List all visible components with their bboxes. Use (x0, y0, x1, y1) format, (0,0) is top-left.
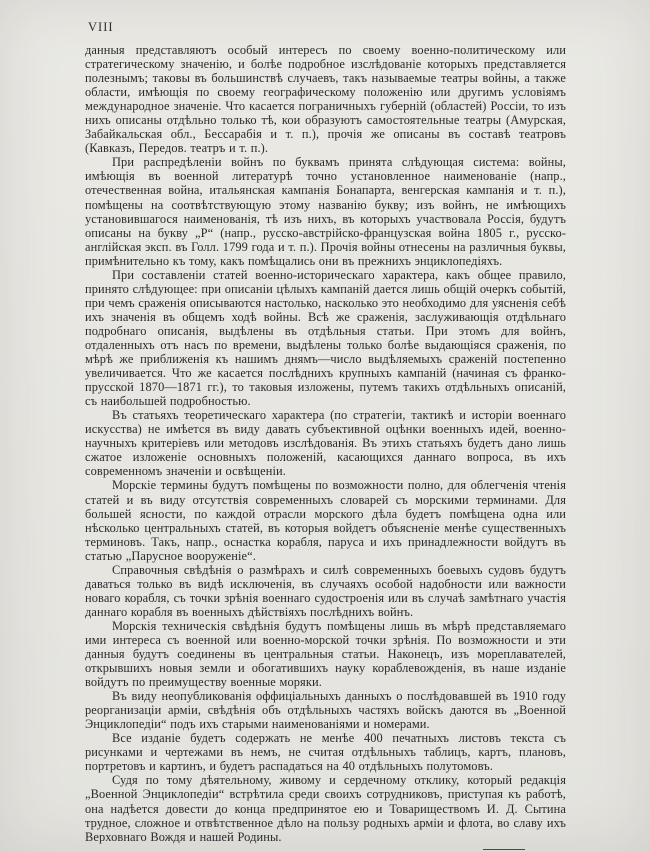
paragraph: При распредѣленіи войнъ по буквамъ принята слѣдующая система: войны, имѣющія въ военной литературѣ точно установленное наименованіе (напр., отечественная война, итальянская кампанія Бонапарта, венгерская кампанія и т. п.), помѣщены на соотвѣтствующую этому названію букву; изъ войнъ, не имѣющихъ установившагося наименованія, тѣ изъ нихъ, въ которыхъ участвовала Россія, будутъ описаны на букву „Р“ (напр., русско-австрійско-французская война 1805 г., русско-англійская эксп. въ Голл. 1799 года и т. п.). Прочія войны отнесены на различныя буквы, примѣнительно къ тому, какъ помѣщались они въ прежнихъ энциклопедіяхъ. (85, 155, 566, 268)
page-text-block (85, 43, 566, 850)
paragraph: данныя представляютъ особый интересъ по своему военно-политическому или стратегическому значенію, и болѣе подробное изслѣдованіе которыхъ представляется полезнымъ; таковы въ большинствѣ случаевъ, такъ называемые театры войны, а также области, имѣющія по своему географическому положенію или другимъ условіямъ международное значеніе. Что касается пограничныхъ губерній (областей) Россіи, то изъ нихъ описаны отдѣльно только тѣ, кои образуютъ самостоятельные театры (Амурская, Забайкальская обл., Бессарабія и т. п.), прочія же описаны въ составѣ театровъ (Кавказъ, Передов. театръ и т. п.). (85, 43, 566, 156)
paragraph: Въ статьяхъ теоретическаго характера (по стратегіи, тактикѣ и исторіи военнаго искусства) не имѣется въ виду давать субъективной оцѣнки военныхъ идей, военно-научныхъ критеріевъ или методовъ изслѣдованія. Въ этихъ статьяхъ будетъ дано лишь сжатое изложеніе основныхъ положеній, касающихся даннаго вопроса, въ ихъ современномъ значеніи и освѣщеніи. (85, 408, 566, 479)
paragraph: Морскіе термины будутъ помѣщены по возможности полно, для облегченія чтенія статей и въ виду отсутствія современныхъ словарей съ морскими терминами. Для большей ясности, по каждой отрасли морского дѣла будетъ помѣщена одна или нѣсколько центральныхъ статей, въ которыя войдетъ объясненіе менѣе существенныхъ терминовъ. Такъ, напр., оснастка корабля, паруса и ихъ принадлежности войдутъ въ статью „Парусное вооруженіе“. (85, 478, 566, 563)
paragraph: Въ виду неопубликованія оффиціальныхъ данныхъ о послѣдовавшей въ 1910 году реорганизаціи арміи, свѣдѣнія объ отдѣльныхъ частяхъ войскъ даются въ „Военной Энциклопедіи“ подъ ихъ старыми наименованіями и номерами. (85, 689, 566, 732)
paragraph: При составленіи статей военно-историческаго характера, какъ общее правило, принято слѣдующее: при описаніи цѣлыхъ кампаній дается лишь общій очеркъ событій, при чемъ сраженія описываются настолько, насколько это необходимо для уясненія себѣ ихъ значенія въ общемъ ходѣ войны. Всѣ же сраженія, заслуживающія отдѣльнаго подробнаго описанія, выдѣлены въ отдѣльныя статьи. При этомъ для войнъ, отдаленныхъ отъ насъ по времени, выдѣлены только болѣе выдающіяся сраженія, по мѣрѣ же приближенія къ нашимъ днямъ—число выдѣляемыхъ сраженій постепенно увеличивается. Что же касается послѣднихъ крупныхъ кампаній (начиная съ франко-прусской 1870—1871 гг.), то таковыя изложены, путемъ такихъ отдѣльныхъ описаній, съ наибольшей подробностью. (85, 267, 566, 409)
paragraph: Справочныя свѣдѣнія о размѣрахъ и силѣ современныхъ боевыхъ судовъ будутъ даваться только въ видѣ исключенія, въ случаяхъ особой надобности или важности новаго корабля, съ точки зрѣнія военнаго судостроенія или въ случаѣ замѣтнаго участія даннаго корабля въ военныхъ дѣйствіяхъ послѣднихъ войнъ. (85, 562, 566, 619)
paragraph: Морскія техническія свѣдѣнія будутъ помѣщены лишь въ мѣрѣ представляемаго ими интереса съ военной или военно-морской точки зрѣнія. По возможности и эти данныя будутъ соединены въ центральныя статьи. Наконецъ, изъ мореплавателей, открывшихъ новыя земли и обогатившихъ науку кораблевожденія, въ наше изданіе войдутъ по преимуществу военные моряки. (85, 618, 566, 690)
paragraph: Все изданіе будетъ содержать не менѣе 400 печатныхъ листовъ текста съ рисунками и чертежами въ немъ, не считая отдѣльныхъ таблицъ, картъ, плановъ, портретовъ и картинъ, и будетъ распадаться на 40 отдѣльныхъ полутомовъ. (85, 731, 566, 774)
section-divider (483, 849, 525, 850)
page-number: VIII (88, 20, 114, 34)
paragraph: Судя по тому дѣятельному, живому и сердечному отклику, который редакція „Военной Энциклопедіи“ встрѣтила среди своихъ сотрудниковъ, приступая къ работѣ, она надѣется довести до конца предпринятое ею и Товариществомъ И. Д. Сытина трудное, сложное и отвѣтственное дѣло на пользу родныхъ арміи и флота, во славу ихъ Верховнаго Вождя и нашей Родины. (85, 773, 566, 844)
